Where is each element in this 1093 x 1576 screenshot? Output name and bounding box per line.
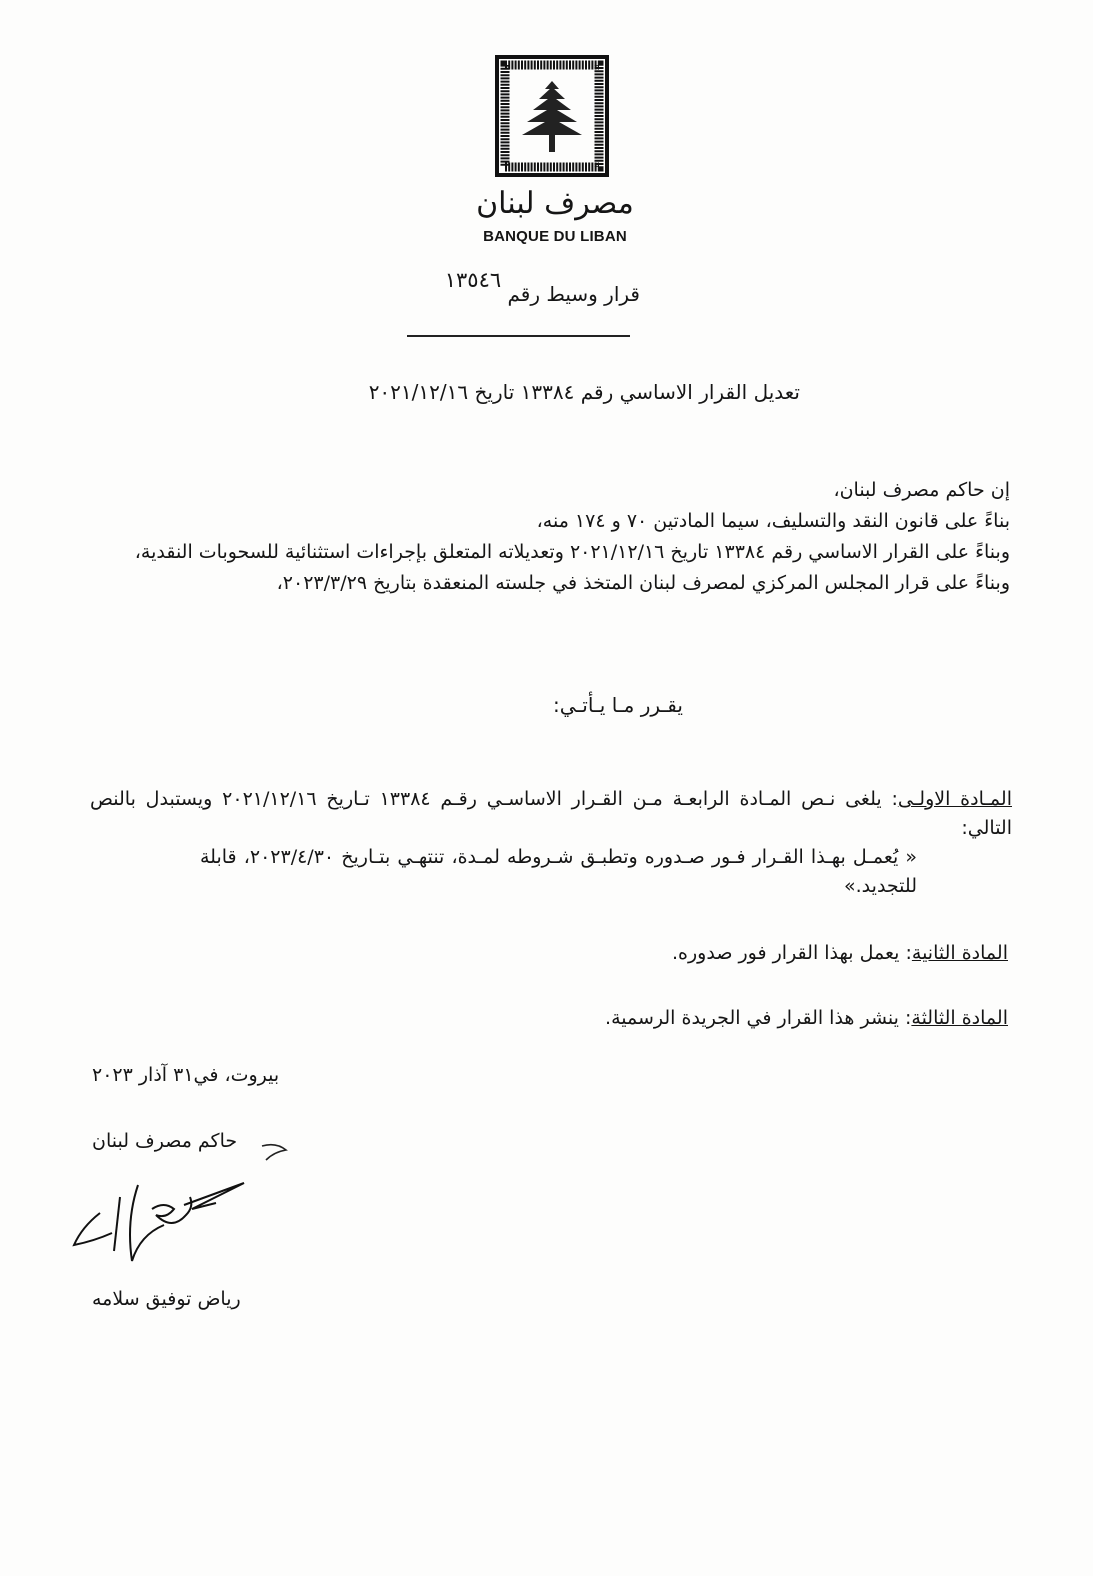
cedar-emblem-icon (495, 55, 609, 177)
preamble-line: وبناءً على قرار المجلس المركزي لمصرف لبنان المتخذ في جلسته المنعقدة بتاريخ ٢٠٢٣/٣/٢٩، (276, 572, 1010, 594)
decision-subject: تعديل القرار الاساسي رقم ١٣٣٨٤ تاريخ ٢٠٢١/١٢/١٦ (368, 380, 800, 404)
preamble-line: بناءً على قانون النقد والتسليف، سيما المادتين ٧٠ و ١٧٤ منه، (536, 510, 1010, 532)
preamble-line: وبناءً على القرار الاساسي رقم ١٣٣٨٤ تاريخ ٢٠٢١/١٢/١٦ وتعديلاته المتعلق بإجراءات استثنائية للسحوبات النقدية، (134, 541, 1010, 563)
article-first-body (90, 785, 1012, 843)
article-third-text: : ينشر هذا القرار في الجريدة الرسمية. (605, 1007, 912, 1029)
place-date: بيروت، في٣١ آذار ٢٠٢٣ (92, 1064, 280, 1086)
decides-heading: يقـرر مـا يـأتـي: (553, 693, 683, 717)
preamble (90, 475, 1010, 599)
article-second-text: : يعمل بهذا القرار فور صدوره. (672, 942, 912, 964)
decision-number-line (400, 268, 640, 320)
preamble-line: إن حاكم مصرف لبنان، (833, 479, 1010, 501)
decision-label: قرار وسيط رقم (507, 282, 640, 306)
article-first-quote: « يُعمـل بهـذا القـرار فـور صـدوره وتطبـق شـروطه لمـدة، تنتهـي بتـاريخ ٢٠٢٣/٤/٣٠، قابلة للتجديد.» (200, 846, 917, 897)
decision-number: ١٣٥٤٦ (444, 268, 502, 292)
article-first-text: : يلغى نـص المـادة الرابعـة مـن القـرار الاساسـي رقـم ١٣٣٨٤ تـاريخ ٢٠٢١/١٢/١٦ ويستبدل بالنص التالي: (90, 788, 1012, 839)
signature-dash-icon (258, 1140, 292, 1164)
bank-name-arabic: مصرف لبنان (476, 186, 634, 221)
title-underline (407, 335, 630, 337)
governor-name: رياض توفيق سلامه (92, 1288, 241, 1310)
governor-title: حاكم مصرف لبنان (92, 1130, 238, 1152)
article-first-label: المـادة الاولـى (897, 788, 1012, 810)
article-third (605, 1007, 1008, 1029)
handwritten-signature (68, 1175, 258, 1265)
article-first (90, 785, 1012, 901)
article-third-label: المادة الثالثة (911, 1007, 1008, 1029)
bank-name-french: BANQUE DU LIBAN (483, 228, 627, 245)
article-second-label: المادة الثانية (911, 942, 1008, 964)
article-second (672, 942, 1008, 964)
